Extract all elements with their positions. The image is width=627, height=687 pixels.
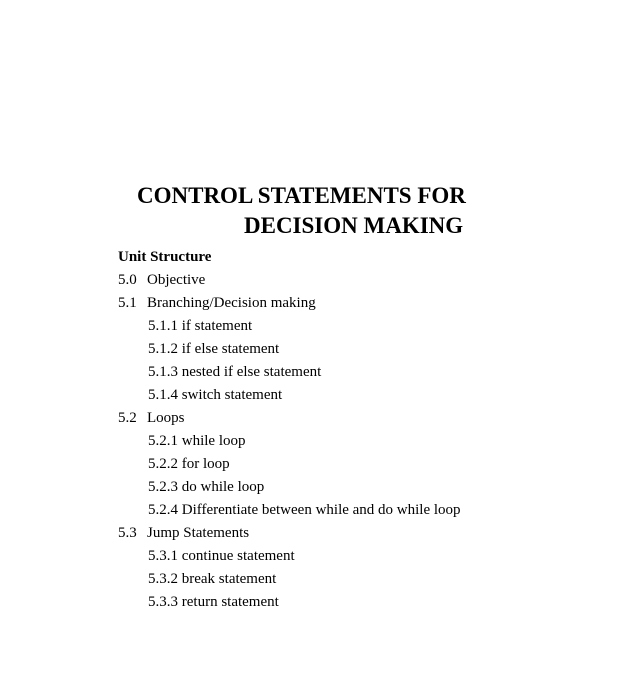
document-title bbox=[0, 181, 627, 241]
toc-section-5-1 bbox=[118, 292, 461, 315]
section-label: Branching/Decision making bbox=[147, 295, 316, 311]
toc-subsection-5-2-2: 5.2.2 for loop bbox=[148, 456, 230, 472]
toc-section-5-0 bbox=[118, 269, 461, 292]
toc-subsection-5-2-3: 5.2.3 do while loop bbox=[148, 479, 265, 495]
toc-subsection-5-1-1: 5.1.1 if statement bbox=[148, 318, 253, 334]
toc-subsection-5-1-4: 5.1.4 switch statement bbox=[148, 387, 283, 403]
toc-subsection-5-3-2: 5.3.2 break statement bbox=[148, 571, 277, 587]
section-number: 5.2 bbox=[118, 410, 137, 426]
toc-subsection-5-3-1: 5.3.1 continue statement bbox=[148, 548, 295, 564]
section-number: 5.0 bbox=[118, 272, 137, 288]
section-label: Jump Statements bbox=[147, 525, 250, 541]
toc-section-5-3 bbox=[118, 522, 461, 545]
section-label: Loops bbox=[147, 410, 185, 426]
unit-structure bbox=[118, 246, 461, 614]
toc-subsection-5-1-2: 5.1.2 if else statement bbox=[148, 341, 280, 357]
unit-structure-heading: Unit Structure bbox=[118, 249, 212, 265]
toc-subsection-5-3-3: 5.3.3 return statement bbox=[148, 594, 279, 610]
toc-subsection-5-1-3: 5.1.3 nested if else statement bbox=[148, 364, 322, 380]
toc-section-5-2 bbox=[118, 407, 461, 430]
toc-subsection-5-2-4: 5.2.4 Differentiate between while and do while loop bbox=[148, 502, 461, 518]
section-number: 5.1 bbox=[118, 295, 137, 311]
title-line-1: CONTROL STATEMENTS FOR bbox=[137, 183, 466, 208]
section-label: Objective bbox=[147, 272, 206, 288]
toc-subsection-5-2-1: 5.2.1 while loop bbox=[148, 433, 246, 449]
title-line-2: DECISION MAKING bbox=[244, 213, 464, 238]
section-number: 5.3 bbox=[118, 525, 137, 541]
